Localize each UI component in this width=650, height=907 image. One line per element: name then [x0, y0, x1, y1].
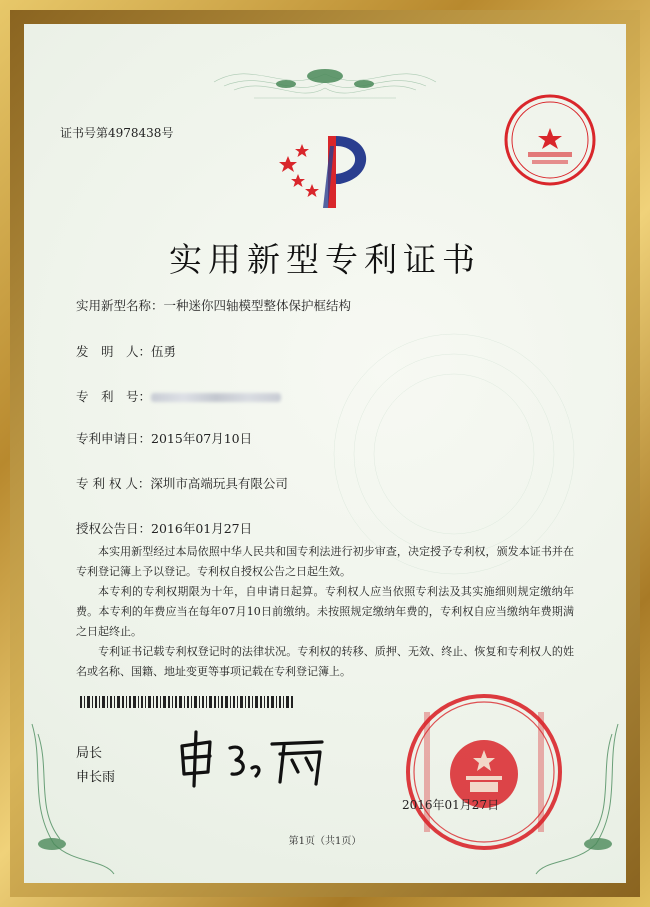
field-value: 一种迷你四轴模型整体保护框结构: [163, 298, 352, 313]
field-utility-name: [76, 296, 351, 314]
field-grant-date: [76, 519, 252, 537]
page-number: 第1页（共1页）: [288, 836, 362, 847]
field-patent-number: [76, 387, 281, 405]
field-patentee: [76, 474, 288, 492]
director-title: 局长: [76, 746, 103, 761]
director-name: 申长雨: [76, 770, 116, 785]
national-ip-office-seal-icon: [404, 692, 564, 852]
field-value: 2015年07月10日: [151, 431, 253, 446]
field-label: 专利申请日：: [76, 431, 152, 446]
redacted-patent-number: [151, 393, 281, 402]
barcode-icon: [80, 696, 295, 708]
certificate-number: 证书号第4978438号: [60, 126, 174, 140]
paragraph-legal-status: 专利证书记载专利权登记时的法律状况。专利权的转移、质押、无效、终止、恢复和专利权人的姓名或名称、国籍、地址变更等事项记载在专利登记簿上。: [76, 645, 574, 678]
field-value: 深圳市高端玩具有限公司: [150, 476, 288, 491]
handwritten-signature-icon: [172, 724, 342, 794]
paragraph-term: 本专利的专利权期限为十年，自申请日起算。专利权人应当依照专利法及其实施细则规定缴纳年费。本专利的年费应当在每年07月10日前缴纳。未按照规定缴纳年费的，专利权自应当缴纳年费期满之日起终止。: [76, 585, 574, 638]
certificate-title: 实用新型专利证书: [169, 240, 481, 279]
cnipa-logo-icon: [278, 126, 388, 214]
field-value: 伍勇: [151, 344, 177, 359]
certificate-paper: [24, 24, 626, 883]
field-label: 专 利 权 人：: [76, 476, 151, 491]
field-label: 实用新型名称：: [76, 298, 164, 313]
field-label: 专 利 号：: [76, 389, 152, 404]
agency-seal-icon: [502, 92, 598, 188]
field-label: 发 明 人：: [76, 344, 152, 359]
field-filing-date: [76, 429, 252, 447]
issue-date: 2016年01月27日: [402, 798, 500, 812]
field-inventor: [76, 342, 176, 360]
paragraph-grant: 本实用新型经过本局依照中华人民共和国专利法进行初步审查，决定授予专利权，颁发本证书并在专利登记簿上予以登记。专利权自授权公告之日起生效。: [76, 545, 574, 578]
field-label: 授权公告日：: [76, 521, 152, 536]
field-value: 2016年01月27日: [151, 521, 253, 536]
